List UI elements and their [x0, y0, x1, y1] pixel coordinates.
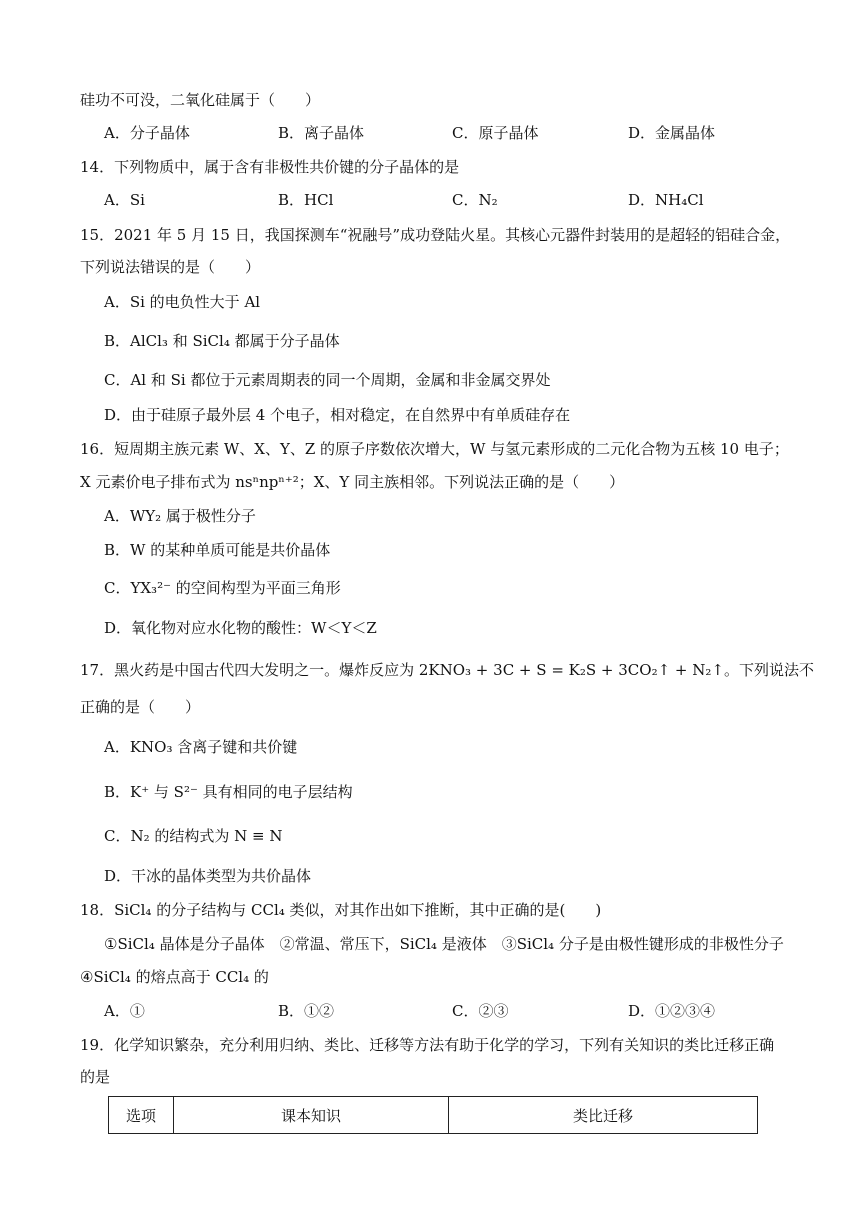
q19-stem-line1: 19．化学知识繁杂，充分利用归纳、类比、迁移等方法有助于化学的学习，下列有关知识的类比迁移正确 — [80, 1036, 775, 1054]
table-header-textbook-knowledge: 课本知识 — [174, 1097, 449, 1134]
q17-stem-line2: 正确的是（ ） — [80, 698, 201, 716]
q13-option-a[interactable]: A．分子晶体 — [104, 124, 190, 142]
q14-option-a[interactable]: A．Si — [104, 191, 145, 209]
q15-stem-line1: 15．2021 年 5 月 15 日，我国探测车“祝融号”成功登陆火星。其核心元器件封装用的是超轻的铝硅合金， — [80, 226, 791, 244]
table-header-row — [109, 1097, 758, 1134]
q18-statements-line1: ①SiCl₄ 晶体是分子晶体 ②常温、常压下，SiCl₄ 是液体 ③SiCl₄ 分子是由极性键形成的非极性分子 — [104, 935, 784, 953]
q16-option-b[interactable]: B．W 的某种单质可能是共价晶体 — [104, 541, 331, 559]
q16-option-c[interactable]: C．YX₃²⁻ 的空间构型为平面三角形 — [104, 579, 341, 597]
q16-option-a[interactable]: A．WY₂ 属于极性分子 — [104, 507, 256, 525]
q18-option-c[interactable]: C．②③ — [452, 1002, 509, 1020]
q15-option-d[interactable]: D．由于硅原子最外层 4 个电子，相对稳定，在自然界中有单质硅存在 — [104, 406, 571, 424]
table-header-analogy-transfer: 类比迁移 — [449, 1097, 758, 1134]
q15-option-b[interactable]: B．AlCl₃ 和 SiCl₄ 都属于分子晶体 — [104, 332, 340, 350]
table-header-option: 选项 — [109, 1097, 174, 1134]
q18-option-b[interactable]: B．①② — [278, 1002, 335, 1020]
q13-option-d[interactable]: D．金属晶体 — [628, 124, 716, 142]
q19-stem-line2: 的是 — [80, 1068, 111, 1086]
q14-option-c[interactable]: C．N₂ — [452, 191, 498, 209]
q17-option-d[interactable]: D．干冰的晶体类型为共价晶体 — [104, 867, 312, 885]
q17-option-b[interactable]: B．K⁺ 与 S²⁻ 具有相同的电子层结构 — [104, 783, 353, 801]
q15-option-c[interactable]: C．Al 和 Si 都位于元素周期表的同一个周期，金属和非金属交界处 — [104, 371, 551, 389]
q16-option-d[interactable]: D．氧化物对应水化物的酸性：W＜Y＜Z — [104, 619, 377, 637]
q19-table — [108, 1096, 758, 1134]
q14-option-d[interactable]: D．NH₄Cl — [628, 191, 704, 209]
q13-stem: 硅功不可没，二氧化硅属于（ ） — [80, 91, 321, 109]
q17-option-a[interactable]: A．KNO₃ 含离子键和共价键 — [104, 738, 298, 756]
q14-option-b[interactable]: B．HCl — [278, 191, 334, 209]
q18-stem: 18．SiCl₄ 的分子结构与 CCl₄ 类似，对其作出如下推断，其中正确的是( ) — [80, 901, 602, 919]
q15-stem-line2: 下列说法错误的是（ ） — [80, 258, 261, 276]
q13-option-c[interactable]: C．原子晶体 — [452, 124, 539, 142]
q18-option-a[interactable]: A．① — [104, 1002, 145, 1020]
q13-option-b[interactable]: B．离子晶体 — [278, 124, 365, 142]
q16-stem-line2: X 元素价电子排布式为 nsⁿnpⁿ⁺²；X、Y 同主族相邻。下列说法正确的是（ ） — [80, 473, 625, 491]
q17-option-c[interactable]: C．N₂ 的结构式为 N ≡ N — [104, 827, 283, 845]
q18-statements-line2: ④SiCl₄ 的熔点高于 CCl₄ 的 — [80, 968, 269, 986]
q15-option-a[interactable]: A．Si 的电负性大于 Al — [104, 293, 261, 311]
q14-stem: 14．下列物质中，属于含有非极性共价键的分子晶体的是 — [80, 158, 460, 176]
q16-stem-line1: 16．短周期主族元素 W、X、Y、Z 的原子序数依次增大，W 与氢元素形成的二元化合物为五核 10 电子； — [80, 440, 789, 458]
q17-stem-line1: 17．黑火药是中国古代四大发明之一。爆炸反应为 2KNO₃ + 3C + S = K₂S + 3CO₂↑ + N₂↑。下列说法不 — [80, 661, 814, 679]
q18-option-d[interactable]: D．①②③④ — [628, 1002, 716, 1020]
